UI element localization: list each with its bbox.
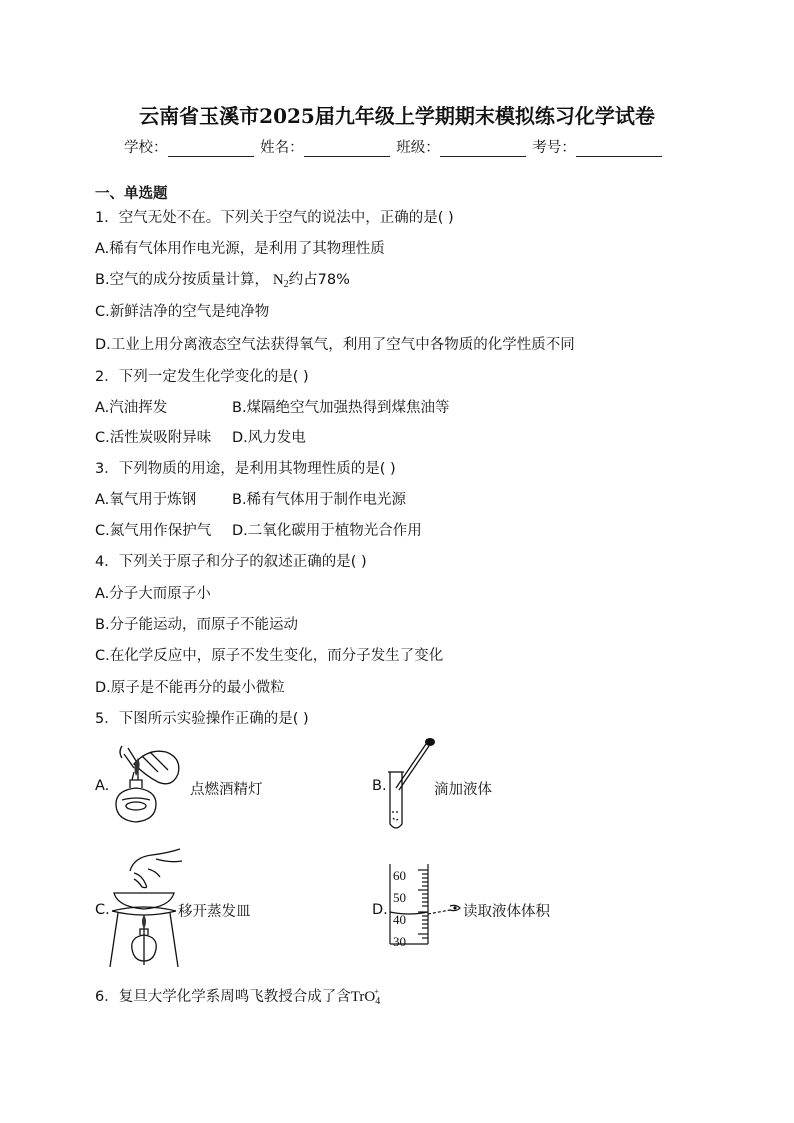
cylinder-tick-40: 40 [393,912,406,927]
q3-stem: 3．下列物质的用途，是利用其物理性质的是( ) [95,461,396,477]
q1-option-d: D.工业上用分离液态空气法获得氧气，利用了空气中各物质的化学性质不同 [95,337,575,353]
q5-stem: 5．下图所示实验操作正确的是( ) [95,711,309,727]
q3-option-b: B.稀有气体用于制作电光源 [232,492,407,508]
class-blank [440,142,526,157]
q1-formula: $N_2$ [272,272,289,290]
q4-option-b: B.分子能运动，而原子不能运动 [95,617,299,633]
q5-c-caption: 移开蒸发皿 [178,904,251,920]
q2-option-c: C.活性炭吸附异味 [95,430,212,446]
q2-options-ab [95,396,450,417]
class-label: 班级： [396,140,440,156]
q1-option-a: A.稀有气体用作电光源，是利用了其物理性质 [95,241,385,257]
cylinder-tick-60: 60 [393,868,406,883]
section-title: 一、单选题 [95,186,168,202]
q2-option-d: D.风力发电 [232,430,306,446]
q2-options-cd [95,426,306,447]
q6-formula: TrO$_4$+ [350,987,381,1007]
q1-stem: 1．空气无处不在。下列关于空气的说法中，正确的是( ) [95,210,454,226]
q3-option-d: D.二氧化碳用于植物光合作用 [232,523,422,539]
q5-a-letter: A. [95,778,110,794]
q1-option-b [95,268,350,290]
q6-stem [95,985,379,1007]
q4-option-d: D.原子是不能再分的最小微粒 [95,680,285,696]
exam-title: 云南省玉溪市2025届九年级上学期期末模拟练习化学试卷 [139,104,655,128]
school-label: 学校： [124,140,168,156]
q1-option-b-tail: 约占78% [288,272,350,288]
q5-c-letter: C. [95,902,110,918]
q2-option-b: B.煤隔绝空气加强热得到煤焦油等 [232,400,450,416]
q1-option-c: C.新鲜洁净的空气是纯净物 [95,304,270,320]
q5-d-figure [388,862,468,952]
q3-options-cd [95,519,422,540]
exam-number-label: 考号： [532,140,576,156]
q4-option-c: C.在化学反应中，原子不发生变化，而分子发生了变化 [95,648,444,664]
name-label: 姓名： [260,140,304,156]
q3-options-ab [95,488,407,509]
school-blank [168,142,254,157]
q5-d-letter: D. [372,902,388,918]
name-blank [304,142,390,157]
q2-option-a: A.汽油挥发 [95,400,168,416]
q4-option-a: A.分子大而原子小 [95,586,211,602]
q5-b-letter: B. [372,778,387,794]
q5-b-caption: 滴加液体 [434,782,492,798]
student-info-row [124,136,664,157]
q3-option-a: A.氧气用于炼钢 [95,492,197,508]
q5-c-figure [108,845,188,967]
q5-d-caption: 读取液体体积 [463,904,550,920]
q4-stem: 4．下列关于原子和分子的叙述正确的是( ) [95,554,367,570]
q1-option-b-text: B.空气的成分按质量计算， [95,272,270,288]
cylinder-ticks [418,870,428,938]
q2-stem: 2．下列一定发生化学变化的是( ) [95,369,309,385]
q5-b-figure [382,736,442,836]
q3-option-c: C.氮气用作保护气 [95,523,212,539]
q5-a-caption: 点燃酒精灯 [190,782,263,798]
cylinder-tick-30: 30 [393,934,406,949]
q6-stem-text: 6．复旦大学化学系周鸣飞教授合成了含 [95,989,351,1005]
exam-number-blank [576,142,662,157]
cylinder-tick-50: 50 [393,890,406,905]
q5-a-figure [108,742,188,832]
